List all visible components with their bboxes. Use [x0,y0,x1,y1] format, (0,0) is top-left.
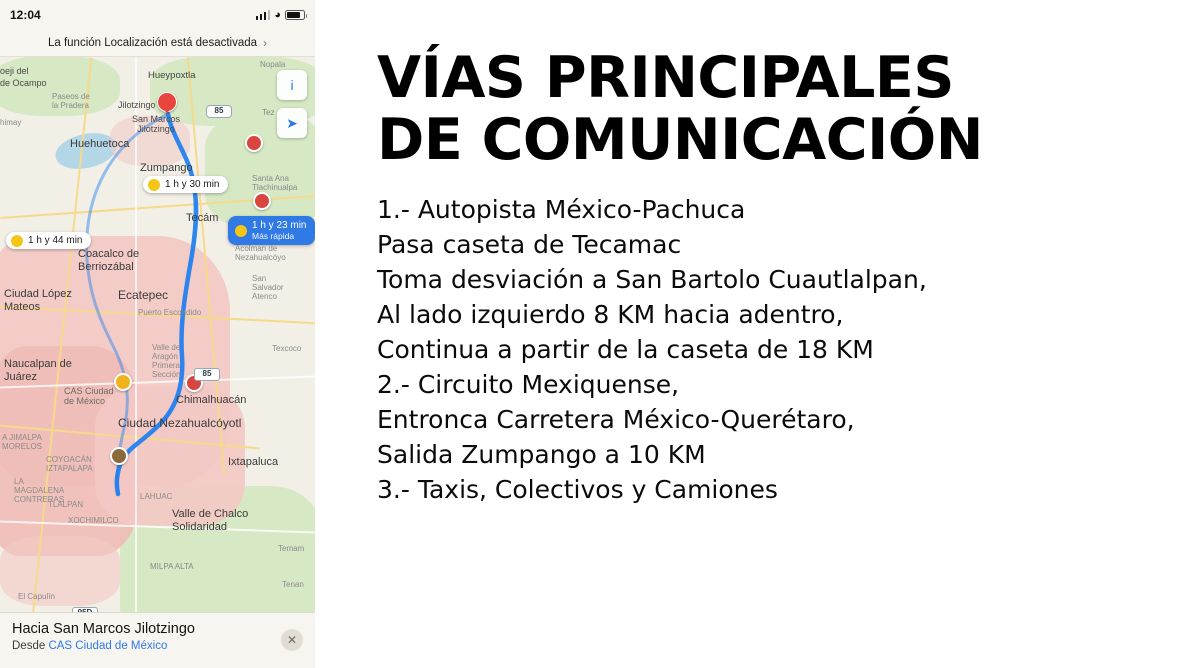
map-label: LAHUAC [140,492,173,501]
map-label: Temam [278,544,305,553]
map-road [135,56,137,638]
route-eta-label: 1 h y 23 min [252,220,307,231]
map-label: XOCHIMILCO [68,516,119,525]
status-indicators [256,10,305,21]
map-label: Ciudad López Mateos [4,288,72,314]
map-label: TLALPAN [48,500,83,509]
map-label: Ecatepec [118,288,169,302]
signal-bars-icon [256,10,271,20]
page-title-line1: VÍAS PRINCIPALES [377,45,954,111]
route-incident-marker [253,192,271,210]
map-label: Huehuetoca [70,138,130,150]
map-label: El Capulín [18,592,55,601]
route-origin-prefix: Desde [12,640,46,653]
slide-body-line: 3.- Taxis, Colectivos y Camiones [377,475,778,505]
route-origin-line [12,640,303,652]
close-icon[interactable]: ✕ [281,629,303,651]
map-label: A JIMALPA MORELOS [2,433,43,451]
road-shield: 85 [194,368,220,381]
map-label: Chimalhuacán [176,394,247,406]
route-eta-label: 1 h y 30 min [165,179,220,190]
map-label: Coacalco de Berriozábal [78,248,140,274]
location-disabled-text: La función Localización está desactivada [47,37,258,49]
road-shield: 85 [206,105,232,118]
map-label: Tez [262,108,275,117]
route-incident-marker [245,134,263,152]
route-eta-bubble[interactable] [143,176,228,193]
slide-body-line: 2.- Circuito Mexiquense, [377,370,680,400]
location-disabled-banner[interactable] [0,30,315,57]
map-label: Tecám [186,212,219,224]
slide-body-line: Entronca Carretera México-Querétaro, [377,405,855,435]
navigation-arrow-icon: ➤ [286,114,298,131]
route-eta-sublabel: Más rápida [252,230,295,241]
route-eta-label: 1 h y 44 min [28,235,83,246]
map-label: Texcoco [272,344,302,353]
page-title-line2: DE COMUNICACIÓN [377,106,983,173]
route-destination-title: Hacia San Marcos Jilotzingo [12,621,195,637]
battery-icon [285,10,305,20]
map-label: Acolman de Nezahualcóyo [235,244,286,263]
status-time: 12:04 [10,8,41,22]
wifi-icon: ◕ [274,8,281,21]
route-bottom-sheet[interactable] [0,612,315,668]
map-label: Valle de Chalco Solidaridad [172,508,249,534]
slide-body-line: Salida Zumpango a 10 KM [377,440,706,470]
map-label-origin: CAS Ciudad de México [64,386,114,407]
map-label: Puerto Escondido [138,308,202,317]
slide-body-line: 1.- Autopista México-Pachuca [377,195,746,225]
map-label: Santa Ana Tlachinualpa [252,174,298,193]
map-label: LA MAGDALENA CONTRERAS [14,477,65,504]
map-label: Ciudad Nezahualcóyotl [118,416,242,430]
route-origin-value: CAS Ciudad de México [48,640,168,653]
slide-body-line: Pasa caseta de Tecamac [377,230,682,260]
map-canvas[interactable] [0,56,315,638]
map-locate-button[interactable] [277,108,307,138]
slide-body-line: Al lado izquierdo 8 KM hacia adentro, [377,300,844,330]
slide-body-line: Continua a partir de la caseta de 18 KM [377,335,874,365]
map-label: COYOACÁN IZTAPALAPA [46,455,93,473]
map-label: de Ocampo [0,78,47,88]
info-icon: i [290,77,294,93]
phone-screenshot-panel [0,0,315,668]
map-label-destination: San Marcos Jilotzingo [131,114,181,135]
map-info-button[interactable] [277,70,307,100]
slide-content [315,0,1200,668]
status-bar [0,0,315,30]
slide-body [377,193,1166,506]
map-label: Nopala [260,60,286,69]
destination-pin[interactable] [157,92,177,112]
map-label: Paseos de la Pradera [52,92,90,111]
map-label: Jilotzingo [118,100,156,110]
map-label: himay [0,118,22,127]
map-label: San Salvador Atenco [252,274,284,302]
map-label: MILPA ALTA [150,562,194,571]
map-label: Naucalpan de Juárez [4,358,72,384]
map-label: Tenan [282,580,304,589]
page-title [377,45,1166,173]
map-label: Zumpango [140,162,193,174]
slide-body-line: Toma desviación a San Bartolo Cuautlalpan, [377,265,927,295]
chevron-right-icon: › [263,36,268,50]
route-eta-bubble[interactable] [6,232,91,249]
map-label: Valle de Aragón Primera Sección [152,343,181,379]
map-label: oeji del [0,66,29,76]
route-eta-bubble-primary[interactable] [228,216,315,245]
map-label: Ixtapaluca [228,456,279,468]
map-label: Hueypoxtla [148,70,196,81]
